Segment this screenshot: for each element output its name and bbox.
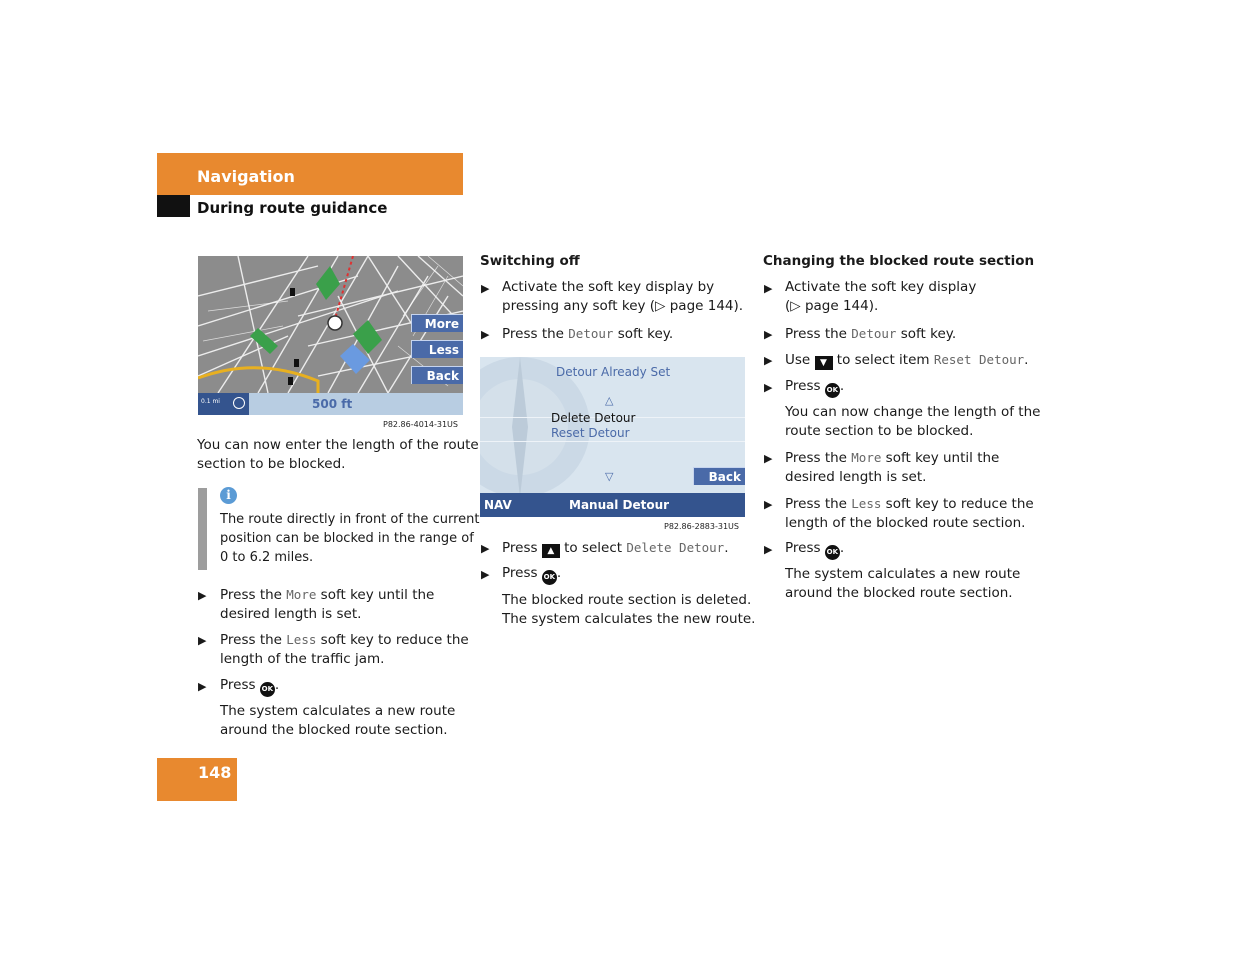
result-line-1: The blocked route section is deleted. [502,592,752,608]
bullet-icon: ▶ [764,498,773,511]
step-text: desired length is set. [785,469,927,485]
section-title: Navigation [197,167,295,186]
result-line-1: The system calculates a new route [785,566,1021,582]
step-text: soft key to reduce the [316,632,469,648]
step-text: Press [220,677,260,693]
softkey-label: Detour [851,326,897,341]
step-text: Press [785,378,825,394]
more-softkey[interactable]: More [411,314,463,332]
subsection-marker [157,195,190,217]
step-text: . [839,378,845,394]
ok-button-icon: OK [260,682,275,697]
changing-section-heading: Changing the blocked route section [763,253,1035,269]
col1-step-3 [220,676,279,697]
menu-item-label: Delete Detour [626,540,725,555]
detour-screen-image [480,357,745,517]
subsection-title: During route guidance [197,199,388,217]
result-line-1: The system calculates a new route [220,703,456,719]
scroll-up-icon[interactable]: △ [605,394,614,407]
info-line-1: The route directly in front of the current [220,512,480,527]
step-text: . [274,677,280,693]
col3-step-3 [785,350,1028,370]
col2-step-1 [502,278,743,316]
step-text: Press the [220,587,287,603]
nav-label: NAV [484,498,512,512]
map-status-bar [198,393,463,415]
map-caption: P82.86-4014-31US [383,420,458,429]
step-text: to select [559,540,627,556]
col3-step-6 [785,494,1034,533]
result-line-2: around the blocked route section. [220,722,448,738]
step-text: Press the [785,450,852,466]
col3-step-4 [785,377,844,398]
bullet-icon: ▶ [764,381,773,394]
intro-line-2: section to be blocked. [197,456,346,472]
step-text: Activate the soft key display by [502,279,715,295]
compass-icon [233,397,245,409]
col3-step-2 [785,324,956,344]
step-text: Press [502,565,542,581]
screen-caption: P82.86-2883-31US [664,522,739,531]
map-scale: 0.1 mi [201,398,220,405]
info-line-2: position can be blocked in the range of [220,531,474,546]
col2-result [502,591,755,629]
step-text: pressing any soft key (▷ page 144). [502,298,744,314]
scale-panel [198,393,249,415]
step-text: Press the [785,326,852,342]
bullet-icon: ▶ [764,328,773,341]
softkey-label: Detour [568,326,614,341]
back-softkey[interactable]: Back [693,467,745,485]
bullet-icon: ▶ [481,328,490,341]
bullet-icon: ▶ [198,680,207,693]
intro-text [197,436,479,474]
col2-step-4 [502,564,561,585]
ok-button-icon: OK [825,545,840,560]
col3-step-7 [785,539,844,560]
screen-footer [480,493,745,517]
step-text: soft key to reduce the [881,496,1034,512]
down-arrow-key-icon: ▼ [815,356,833,370]
bullet-icon: ▶ [764,543,773,556]
page-number: 148 [198,763,232,782]
step-text: Press the [785,496,852,512]
menu-item-reset-detour[interactable]: Reset Detour [551,426,630,440]
step-text: . [556,565,562,581]
switching-off-heading: Switching off [480,253,580,269]
info-icon: i [220,487,237,504]
col1-result [220,702,455,740]
bullet-icon: ▶ [764,354,773,367]
step-text: Use [785,352,815,368]
result-line-2: The system calculates the new route. [502,611,756,627]
step-text: to select item [832,352,934,368]
step-text: Press the [220,632,287,648]
step-text: length of the blocked route section. [785,515,1026,531]
bullet-icon: ▶ [198,589,207,602]
distance-readout: 500 ft [312,397,353,411]
col3-note [785,403,1040,441]
intro-line-1: You can now enter the length of the route [197,437,479,453]
step-text: Press the [502,326,569,342]
bullet-icon: ▶ [764,282,773,295]
ok-button-icon: OK [542,570,557,585]
step-text: length of the traffic jam. [220,651,385,667]
step-text: Press [502,540,542,556]
col1-step-1 [220,585,434,624]
col3-step-5 [785,448,999,487]
back-softkey[interactable]: Back [411,366,463,384]
step-text: . [724,540,729,556]
step-text: soft key until the [316,587,435,603]
scroll-down-icon[interactable]: ▽ [605,470,614,483]
step-text: soft key. [896,326,957,342]
step-text: . [839,540,845,556]
info-line-3: 0 to 6.2 miles. [220,550,314,565]
bullet-icon: ▶ [764,452,773,465]
step-text: soft key. [613,326,674,342]
note-line-1: You can now change the length of the [785,404,1041,420]
info-side-bar [198,488,207,570]
menu-item-label: Reset Detour [933,352,1025,367]
step-text: soft key until the [881,450,1000,466]
up-arrow-key-icon: ▲ [542,544,560,558]
softkey-label: Less [286,632,317,647]
bullet-icon: ▶ [198,634,207,647]
step-text: (▷ page 144). [785,298,879,314]
col3-step-1 [785,278,976,316]
softkey-label: Less [851,496,882,511]
bullet-icon: ▶ [481,542,490,555]
step-text: Press [785,540,825,556]
col1-step-2 [220,630,469,669]
note-line-2: route section to be blocked. [785,423,974,439]
map-screen-image [198,256,463,415]
col2-step-2 [502,324,673,344]
ok-button-icon: OK [825,383,840,398]
col2-step-3 [502,538,729,558]
step-text: . [1024,352,1029,368]
softkey-label: More [851,450,882,465]
less-softkey[interactable]: Less [411,340,463,358]
footer-title: Manual Detour [569,498,670,512]
bullet-icon: ▶ [481,568,490,581]
screen-title: Detour Already Set [556,365,671,379]
info-text [220,510,479,567]
softkey-label: More [286,587,317,602]
step-text: desired length is set. [220,606,362,622]
col3-result [785,565,1020,603]
step-text: Activate the soft key display [785,279,977,295]
bullet-icon: ▶ [481,282,490,295]
result-line-2: around the blocked route section. [785,585,1013,601]
menu-item-delete-detour[interactable]: Delete Detour [551,411,636,425]
